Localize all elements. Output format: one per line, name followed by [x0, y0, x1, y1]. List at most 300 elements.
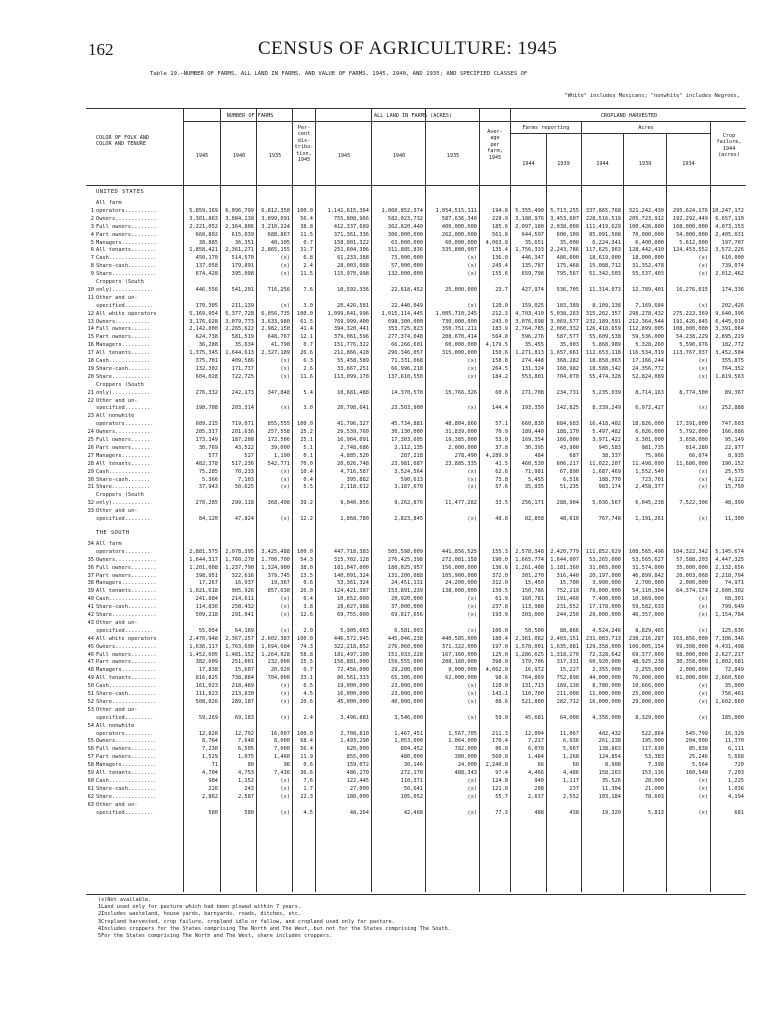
header-rule: [315, 121, 510, 122]
table-cell: (x): [467, 698, 477, 705]
table-cell: 620,000: [346, 746, 369, 753]
table-cell: 38,885: [198, 239, 218, 246]
table-cell: 160,548: [685, 770, 708, 776]
table-cell: 180,000: [346, 793, 369, 800]
table-cell: 277,374,048: [387, 334, 423, 341]
table-cell: 16,000,000: [337, 691, 369, 697]
table-cell: 5,859,169: [189, 207, 218, 214]
table-cell: 542,771: [267, 460, 290, 467]
table-cell: 689,215: [195, 421, 218, 428]
line-number: 6: [90, 247, 94, 254]
table-cell: 106.0: [492, 627, 508, 634]
table-cell: 108,565,496: [628, 548, 664, 555]
table-cell: 193.9: [492, 612, 508, 618]
table-cell: 19,320: [601, 809, 621, 816]
table-cell: 237.8: [492, 604, 508, 611]
table-cell: 486,000: [556, 255, 579, 262]
table-cell: (x): [467, 302, 477, 309]
table-cell: 1,201,008: [189, 564, 218, 571]
table-cell: 20.6: [300, 698, 313, 705]
table-cell: 19,385,000: [445, 437, 477, 443]
table-cell: (x): [467, 809, 477, 816]
table-cell: 0.6: [303, 580, 313, 587]
col-header-land-1945: 1945: [337, 153, 351, 159]
row-label: Full owners......: [96, 326, 151, 333]
table-cell: 35,526: [601, 777, 621, 784]
row-label: Share-cash.......: [96, 365, 151, 372]
table-cell: 41.4: [300, 326, 313, 333]
line-number: 41: [87, 604, 94, 611]
land-group-header: ALL LAND IN FARMS (ACRES): [373, 113, 453, 119]
table-cell: 228,516,519: [585, 215, 621, 222]
table-cell: 716,256: [267, 286, 290, 293]
row-label: Other and un-: [96, 397, 138, 404]
table-cell: 9,262,876: [394, 500, 423, 507]
table-cell: 71,331,068: [391, 358, 423, 364]
line-number: 36: [87, 564, 94, 571]
table-cell: 814,280: [685, 444, 708, 451]
table-cell: 245.4: [492, 263, 508, 270]
table-cell: 6,056,735: [261, 310, 290, 317]
line-number: 26: [87, 444, 94, 451]
table-cell: 580: [208, 809, 218, 816]
table-cell: 17,838: [198, 667, 218, 674]
table-cell: 644,597: [521, 231, 544, 238]
table-cell: 6,026,000: [635, 429, 664, 436]
table-cell: 7,400,000: [592, 596, 621, 603]
table-cell: 316,440: [556, 572, 579, 579]
table-cell: 1,763,690: [225, 643, 254, 650]
table-cell: 108,000,000: [672, 326, 708, 333]
table-cell: 7,230: [202, 746, 218, 753]
table-cell: 45,000,000: [337, 698, 369, 705]
table-cell: 6,505: [238, 746, 254, 753]
table-cell: (x): [467, 596, 477, 603]
table-cell: 1,005,710,245: [435, 310, 477, 317]
table-cell: (x): [698, 785, 708, 792]
footnote: 2Includes wasteland, house yards, barnyards, roads, ditches, etc.: [98, 911, 302, 918]
table-cell: 105,052: [400, 793, 423, 800]
table-cell: (x): [280, 698, 290, 705]
table-cell: 5,355,490: [515, 207, 544, 214]
table-cell: 382,609: [195, 659, 218, 666]
table-cell: 243: [244, 785, 254, 792]
table-cell: 3,210,224: [261, 223, 290, 230]
table-cell: 15,088,712: [589, 263, 621, 270]
line-number: 44: [87, 635, 94, 642]
table-cell: (x): [467, 683, 477, 690]
table-cell: 3,425,488: [261, 548, 290, 555]
table-cell: 5,328,260: [635, 342, 664, 349]
table-cell: (x): [467, 714, 477, 721]
table-cell: 441,856,525: [441, 548, 477, 555]
table-cell: 232,189,591: [585, 318, 621, 325]
table-cell: 1,191,261: [635, 516, 664, 522]
table-cell: 517,236: [231, 460, 254, 467]
table-cell: 299,118: [231, 500, 254, 507]
table-cell: 379,706: [521, 659, 544, 666]
table-cell: (x): [280, 476, 290, 483]
table-cell: 188,770: [598, 476, 621, 483]
table-cell: 0.7: [303, 667, 313, 674]
table-cell: 560.0: [492, 754, 508, 761]
row-label: Part owners........: [96, 659, 157, 666]
table-cell: 855,555: [267, 421, 290, 428]
line-number: 62: [87, 793, 94, 800]
table-cell: 7,103: [238, 476, 254, 483]
table-cell: 301,270: [521, 572, 544, 579]
table-cell: (x): [280, 604, 290, 611]
row-label: Other and un-: [96, 801, 138, 808]
table-cell: 28,027,988: [337, 604, 369, 611]
line-number: 33: [87, 508, 94, 515]
table-cell: 175,468: [556, 263, 579, 270]
table-cell: 30,130,000: [391, 429, 423, 436]
table-cell: 7,000: [274, 746, 290, 753]
table-cell: 158,001,322: [333, 239, 369, 246]
table-cell: 6,581,003: [394, 627, 423, 634]
table-cell: 2,361,082: [515, 635, 544, 642]
line-number: 8: [90, 263, 94, 270]
table-cell: 61,000,000: [676, 675, 708, 682]
table-cell: 2,600,302: [715, 588, 744, 595]
table-cell: 48.8: [495, 516, 508, 522]
table-cell: 25.1: [300, 437, 313, 443]
table-cell: 48,399: [724, 500, 744, 507]
table-cell: (x): [467, 793, 477, 800]
table-cell: 189,130: [556, 683, 579, 690]
table-cell: 3,188,976: [515, 215, 544, 222]
line-number: 42: [87, 612, 94, 618]
table-cell: 113,767,037: [672, 350, 708, 357]
table-caption: Table 19.—NUMBER OF FARMS, ALL LAND IN FARMS, AND VALUE OF FARMS, 1945, 1940, AND 1935; AND SPECIFIED CLASSES OF: [150, 71, 528, 77]
table-cell: 197.0: [492, 643, 508, 650]
table-cell: 129,358,000: [585, 643, 621, 650]
table-header: [86, 109, 746, 186]
table-cell: 5,145,674: [715, 548, 744, 555]
table-cell: 1,665,774: [515, 556, 544, 563]
line-number: 15: [87, 334, 94, 341]
table-cell: 5,792,000: [679, 429, 708, 436]
table-cell: 674,428: [195, 271, 218, 278]
table-cell: 60,000,000: [445, 239, 477, 246]
table-cell: (x): [698, 691, 708, 697]
table-cell: (x): [698, 809, 708, 816]
table-cell: 1,657,661: [550, 350, 579, 357]
table-cell: 22,440,049: [391, 302, 423, 309]
table-cell: 35,634: [234, 342, 254, 349]
table-cell: 2,748,686: [340, 444, 369, 451]
table-cell: 1,268: [563, 754, 579, 761]
table-cell: 4.5: [303, 809, 313, 816]
table-cell: 15,766,326: [445, 389, 477, 396]
table-cell: 213,830: [231, 691, 254, 697]
table-cell: 2,982,150: [261, 326, 290, 333]
table-cell: 251,604,306: [333, 247, 369, 254]
table-cell: 4,716,587: [340, 468, 369, 475]
row-label: Share............: [96, 484, 151, 491]
table-cell: 37.8: [495, 444, 508, 451]
table-cell: 795,567: [556, 271, 579, 278]
table-cell: 17,303,605: [391, 437, 423, 443]
table-cell: 16,972: [524, 667, 544, 674]
table-cell: 1,858,421: [189, 247, 218, 254]
table-cell: 54,000,000: [676, 231, 708, 238]
table-cell: 3,524,564: [394, 468, 423, 475]
table-cell: 23.7: [495, 286, 508, 293]
table-cell: 11,314,073: [589, 286, 621, 293]
table-cell: (x): [280, 255, 290, 262]
table-cell: 48,804,866: [445, 421, 477, 428]
table-cell: 68,301: [724, 596, 744, 603]
line-number: 38: [87, 580, 94, 587]
table-cell: 855,000: [346, 754, 369, 761]
table-cell: 172,506: [267, 437, 290, 443]
table-cell: (x): [467, 604, 477, 611]
table-cell: 169,354: [521, 437, 544, 443]
line-number: 54: [87, 722, 94, 729]
table-cell: 4,486: [563, 770, 579, 776]
row-label: Cash...............: [96, 596, 157, 603]
row-label: Owners.............: [96, 738, 157, 745]
table-cell: 35,935: [524, 484, 544, 491]
table-cell: 125.0: [492, 651, 508, 658]
table-cell: 720: [734, 762, 744, 769]
table-cell: 115,970,998: [333, 271, 369, 278]
table-cell: (x): [698, 484, 708, 491]
table-cell: 170,305: [195, 302, 218, 309]
footnote: 3Cropland harvested, crop failure, cropland idle or fallow, and cropland used only for pasture.: [98, 918, 395, 925]
table-cell: 97.4: [495, 770, 508, 776]
table-cell: 105,900,000: [441, 572, 477, 579]
table-cell: 257,558: [267, 429, 290, 436]
table-cell: 54,110,304: [632, 588, 664, 595]
table-cell: 587,636,340: [441, 215, 477, 222]
table-cell: 2,865,155: [261, 247, 290, 254]
table-cell: 7.6: [303, 777, 313, 784]
table-cell: 121.0: [492, 785, 508, 792]
table-cell: (x): [698, 373, 708, 380]
table-cell: 143.1: [492, 691, 508, 697]
table-cell: 38,337: [601, 452, 621, 459]
row-label: All tenants........: [96, 588, 157, 595]
table-cell: 0.7: [303, 239, 313, 246]
footnote: (x)Not available.: [98, 897, 152, 903]
table-cell: 190,152: [721, 460, 744, 467]
color-note: "White" includes Mexicans; "nonwhite" includes Negroes,: [564, 93, 740, 99]
table-cell: 57.6: [495, 484, 508, 491]
table-cell: 56.4: [300, 746, 313, 753]
table-cell: 1,819,563: [715, 373, 744, 380]
table-cell: 40,000,000: [391, 698, 423, 705]
table-cell: 138,863: [598, 746, 621, 753]
table-cell: 288,904: [556, 500, 579, 507]
page-title: CENSUS OF AGRICULTURE: 1945: [258, 38, 558, 59]
table-cell: 70,233: [234, 468, 254, 475]
table-cell: 185,000: [721, 714, 744, 721]
table-cell: 587,577: [556, 334, 579, 341]
table-cell: 5,612,000: [679, 239, 708, 246]
table-cell: 5,036,567: [592, 500, 621, 507]
table-cell: 8,908: [605, 762, 621, 769]
table-cell: 2,012,462: [715, 271, 744, 278]
table-cell: (x): [467, 365, 477, 372]
row-label: Part owners........: [96, 572, 157, 579]
table-cell: 30,146: [403, 762, 423, 769]
table-cell: 12,820: [198, 730, 218, 737]
table-cell: (x): [280, 596, 290, 603]
table-cell: 3.0: [303, 405, 313, 412]
table-cell: 278,490: [454, 452, 477, 459]
table-cell: 138,000,000: [441, 588, 477, 595]
table-cell: 82,858: [524, 516, 544, 522]
table-cell: 53,265,000: [589, 556, 621, 563]
table-cell: 20,798,641: [337, 405, 369, 412]
table-cell: 271,708: [521, 389, 544, 396]
table-cell: 20,020: [270, 667, 290, 674]
table-cell: 764,352: [721, 365, 744, 372]
table-cell: 306,000,000: [387, 231, 423, 238]
table-cell: 272,170: [400, 770, 423, 776]
table-cell: 275,222,369: [672, 310, 708, 317]
table-cell: 3,301,000: [635, 437, 664, 443]
col-header-acres-1934: 1934: [682, 161, 695, 167]
table-cell: 1,318,270: [550, 651, 579, 658]
row-label: Share-cash.........: [96, 263, 157, 270]
line-number: 45: [87, 643, 94, 650]
table-cell: 73,000,000: [391, 255, 423, 262]
table-cell: 371,361,336: [333, 231, 369, 238]
table-cell: 312.0: [492, 580, 508, 587]
table-cell: 1,099,641,996: [327, 310, 369, 317]
table-cell: 64,169: [234, 627, 254, 634]
table-cell: 303,000: [521, 612, 544, 618]
table-cell: 29,000,000: [632, 698, 664, 705]
table-cell: 70.9: [495, 429, 508, 436]
table-cell: 17,178,000: [589, 604, 621, 611]
table-cell: 8,329,000: [635, 714, 664, 721]
table-cell: 7,203: [728, 770, 744, 776]
table-cell: 6,972,427: [635, 405, 664, 412]
table-cell: 1,635,081: [550, 643, 579, 650]
table-cell: 170.4: [492, 738, 508, 745]
table-cell: 11,300: [724, 516, 744, 522]
row-label: Cash.............: [96, 358, 151, 364]
row-label: Share-cash.......: [96, 476, 151, 483]
table-cell: 0.7: [303, 342, 313, 349]
row-label: Cash...............: [96, 683, 157, 690]
table-cell: 1,181,360: [550, 564, 579, 571]
acres-header: Acres: [638, 125, 654, 131]
table-cell: 15,607: [234, 667, 254, 674]
table-cell: 31,574,000: [632, 564, 664, 571]
table-cell: 3,899,091: [261, 215, 290, 222]
table-cell: 7,436: [274, 770, 290, 776]
table-cell: 857,630: [267, 588, 290, 595]
table-cell: 1,117: [563, 777, 579, 784]
table-cell: 11,067: [559, 730, 579, 737]
table-cell: 4,062.0: [485, 667, 508, 674]
table-cell: 704,000: [267, 675, 290, 682]
table-cell: 5,564: [692, 762, 708, 769]
table-cell: 10,069,000: [632, 596, 664, 603]
table-cell: 69,817,656: [391, 612, 423, 618]
table-cell: 72,328,642: [589, 651, 621, 658]
table-cell: (x): [467, 255, 477, 262]
table-cell: 2.0: [303, 627, 313, 634]
table-cell: 35,003: [559, 342, 579, 349]
table-cell: 3,633,980: [261, 318, 290, 325]
table-cell: 20,003,068: [676, 572, 708, 579]
table-cell: 59,536,000: [632, 334, 664, 341]
table-cell: 190.0: [492, 556, 508, 563]
table-cell: 752,890: [556, 675, 579, 682]
table-cell: 2,240.0: [485, 762, 508, 769]
table-cell: 14,370,578: [391, 389, 423, 396]
table-cell: 4,289.9: [485, 452, 508, 459]
table-cell: 24,000: [457, 762, 477, 769]
table-cell: 4,073,153: [715, 223, 744, 230]
table-cell: 232,000: [267, 659, 290, 666]
table-cell: 85,091,508: [589, 231, 621, 238]
table-cell: (x): [698, 596, 708, 603]
table-cell: 28,003,088: [337, 263, 369, 270]
table-cell: 53,383: [644, 754, 664, 761]
table-cell: 74,971: [724, 580, 744, 587]
table-cell: 756,461: [721, 691, 744, 697]
table-cell: 16,904,091: [337, 437, 369, 443]
row-label: All tenants......: [96, 350, 151, 357]
table-cell: 1,152: [238, 777, 254, 784]
table-cell: 122,445: [346, 777, 369, 784]
table-cell: 33,667,251: [337, 365, 369, 372]
table-cell: 738,884: [231, 675, 254, 682]
table-cell: 24,451,131: [391, 580, 423, 587]
table-cell: 5,038,263: [550, 310, 579, 317]
table-cell: (x): [698, 627, 708, 634]
row-label: Share-cash.........: [96, 604, 157, 611]
table-cell: 211,000: [556, 691, 579, 697]
table-cell: 171,737: [231, 365, 254, 372]
table-cell: 5,813: [648, 809, 664, 816]
row-label: Cash...............: [96, 777, 157, 784]
table-cell: 6.3: [303, 358, 313, 364]
footnote: 4Includes croppers for the States comprising The North and The West, but not for the States comprising The South.: [98, 925, 451, 932]
table-cell: 5,235,039: [592, 389, 621, 396]
table-cell: 110,700: [521, 691, 544, 697]
table-cell: (x): [280, 468, 290, 475]
table-cell: 486,270: [346, 770, 369, 776]
table-cell: 446,347: [521, 255, 544, 262]
table-cell: 203,314: [231, 405, 254, 412]
table-cell: (x): [467, 476, 477, 483]
row-label: Share..............: [96, 612, 157, 618]
table-cell: 44,000,000: [589, 675, 621, 682]
table-cell: 64,374,174: [676, 588, 708, 595]
table-cell: 71,981: [524, 468, 544, 475]
table-cell: 66: [537, 762, 544, 769]
table-cell: 446,572,945: [333, 635, 369, 642]
table-cell: 6,516: [563, 476, 579, 483]
table-cell: 75,966: [644, 452, 664, 459]
table-cell: 195,000: [641, 738, 664, 745]
line-number: 27: [87, 452, 94, 459]
table-cell: 5.1: [303, 444, 313, 451]
table-cell: 4,356,000: [592, 714, 621, 721]
table-cell: 159,555,000: [387, 659, 423, 666]
table-cell: 88.6: [495, 698, 508, 705]
table-cell: 189,440: [521, 429, 544, 436]
